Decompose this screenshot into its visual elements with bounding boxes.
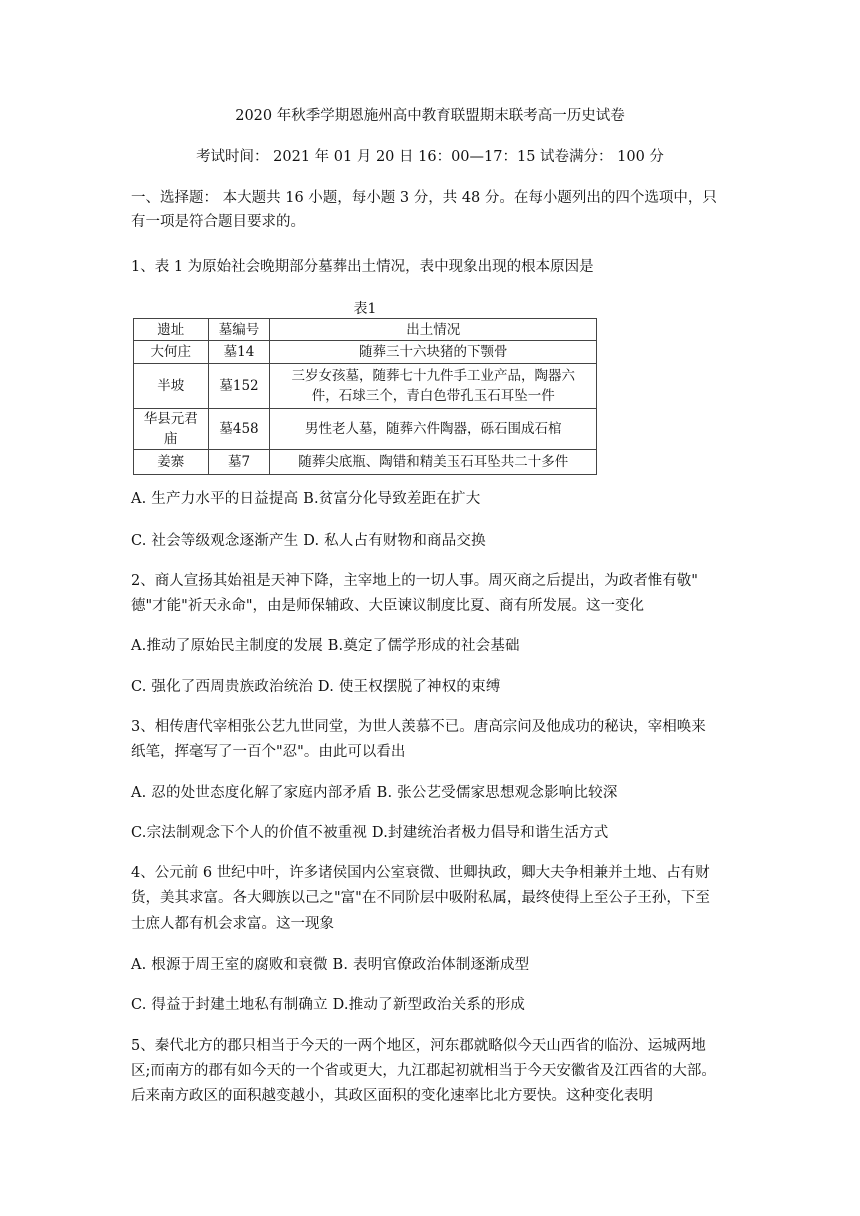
- question-4-stem-line1: 4、公元前 6 世纪中叶，许多诸侯国内公室衰微、世卿执政，卿大夫争相兼并土地、占有财: [131, 865, 710, 881]
- question-5-stem-line1: 5、秦代北方的郡只相当于今天的一两个地区，河东郡就略似今天山西省的临汾、运城两地: [131, 1038, 706, 1054]
- table-header-row: [134, 319, 597, 341]
- table-row: [134, 364, 597, 409]
- table-cell: 墓7: [208, 450, 270, 475]
- question-2-stem-line1: 2、商人宣扬其始祖是天神下降，主宰地上的一切人事。周灭商之后提出，为政者惟有敬": [131, 573, 698, 589]
- table-cell: 华县元君庙: [134, 409, 209, 450]
- table-cell: 随葬三十六块猪的下颚骨: [270, 341, 597, 364]
- question-2-options-ab: A.推动了原始民主制度的发展 B.奠定了儒学形成的社会基础: [131, 638, 520, 654]
- table-row: [134, 450, 597, 475]
- question-4-stem-line2: 货，美其求富。各大卿族以己之"富"在不同阶层中吸附私属，最终使得上至公子王孙，下至: [131, 890, 710, 906]
- table-cell: 半坡: [134, 364, 209, 409]
- tomb-table: [133, 318, 597, 475]
- table-cell: 墓14: [208, 341, 270, 364]
- question-3-options-ab: A. 忍的处世态度化解了家庭内部矛盾 B. 张公艺受儒家思想观念影响比较深: [131, 785, 618, 801]
- table-cell: 墓152: [208, 364, 270, 409]
- table-header-cell: 遗址: [134, 319, 209, 341]
- question-3-stem-line2: 纸笔，挥毫写了一百个"忍"。由此可以看出: [131, 744, 406, 760]
- table-cell: 随葬尖底瓶、陶错和精美玉石耳坠共二十多件: [270, 450, 597, 475]
- question-1-options-cd: C. 社会等级观念逐渐产生 D. 私人占有财物和商品交换: [131, 533, 486, 549]
- table-cell: 大何庄: [134, 341, 209, 364]
- question-4-options-cd: C. 得益于封建土地私有制确立 D.推动了新型政治关系的形成: [131, 997, 526, 1013]
- question-5-stem-line3: 后来南方政区的面积越变越小，其政区面积的变化速率比北方要快。这种变化表明: [131, 1088, 653, 1104]
- question-3-options-cd: C.宗法制观念下个人的价值不被重视 D.封建统治者极力倡导和谐生活方式: [131, 825, 609, 841]
- exam-info: 考试时间： 2021 年 01 月 20 日 16：00—17：15 试卷满分： 100 分: [196, 149, 664, 165]
- question-2-options-cd: C. 强化了西周贵族政治统治 D. 使王权摆脱了神权的束缚: [131, 679, 501, 695]
- table-cell: 三岁女孩墓，随葬七十九件手工业产品，陶器六件，石球三个，青白色带孔玉石耳坠一件: [270, 364, 597, 409]
- question-2-stem-line2: 德"才能"祈天永命"，由是师保辅政、大臣谏议制度比夏、商有所发展。这一变化: [131, 598, 645, 614]
- table-header-cell: 出土情况: [270, 319, 597, 341]
- question-4-stem-line3: 士庶人都有机会求富。这一现象: [131, 916, 334, 932]
- question-5-stem-line2: 区;而南方的郡有如今天的一个省或更大，九江郡起初就相当于今天安徽省及江西省的大部。: [131, 1063, 716, 1079]
- question-1-stem: 1、表 1 为原始社会晚期部分墓葬出土情况，表中现象出现的根本原因是: [131, 259, 594, 275]
- table-cell: 墓458: [208, 409, 270, 450]
- table-cell: 姜寨: [134, 450, 209, 475]
- question-4-options-ab: A. 根源于周王室的腐败和衰微 B. 表明官僚政治体制逐渐成型: [131, 957, 530, 973]
- table-row: [134, 341, 597, 364]
- section-instructions-line2: 有一项是符合题目要求的。: [131, 214, 305, 230]
- section-instructions-line1: 一、选择题： 本大题共 16 小题，每小题 3 分，共 48 分。在每小题列出的四个选项中，只: [131, 190, 717, 206]
- table-caption: 表1: [353, 301, 377, 317]
- question-3-stem-line1: 3、相传唐代宰相张公艺九世同堂，为世人羡慕不已。唐高宗问及他成功的秘诀，宰相唤来: [131, 719, 706, 735]
- question-1-options-ab: A. 生产力水平的日益提高 B.贫富分化导致差距在扩大: [131, 491, 481, 507]
- table-cell: 男性老人墓，随葬六件陶器，砾石围成石棺: [270, 409, 597, 450]
- table-header-cell: 墓编号: [208, 319, 270, 341]
- exam-title: 2020 年秋季学期恩施州高中教育联盟期末联考高一历史试卷: [235, 108, 625, 124]
- table-row: [134, 409, 597, 450]
